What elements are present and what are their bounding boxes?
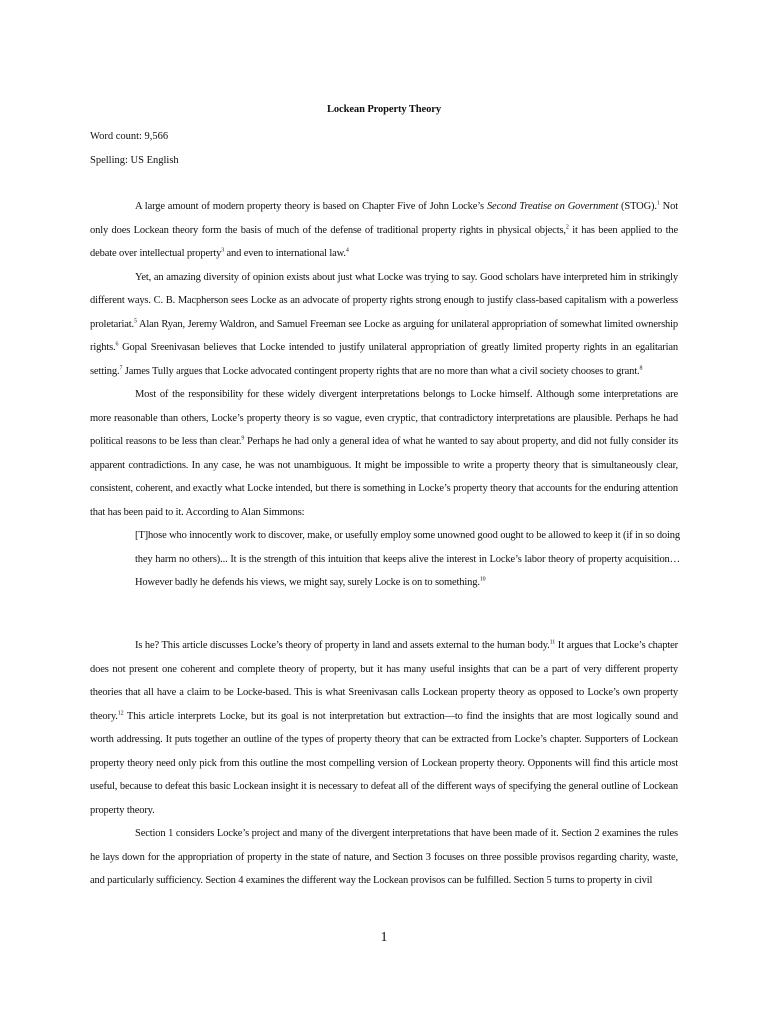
document-title: Lockean Property Theory bbox=[327, 104, 441, 115]
paragraph-2: Yet, an amazing diversity of opinion exists about just what Locke was trying to say. Good scholars have interpreted him in strikingly different ways. C. B. Macpherson sees Locke as an advocate of property rights strong enough to justify class-based capitalism with a powerless proletariat.$^5$ Alan Ryan, Jeremy Waldron, and Samuel Freeman see Locke as arguing for unilateral appropriation of somewhat limited ownership rights.$^6$ Gopal Sreenivasan believes that Locke intended to justify unilateral appropriation of greatly limited property rights in an egalitarian setting.$^7$ James Tully argues that Locke advocated contingent property rights that are no more than what a civil society chooses to grant.$^8$ bbox=[90, 271, 678, 377]
book-title: Second Treatise on Government bbox=[486, 201, 619, 212]
paragraph-1: A large amount of modern property theory is based on Chapter Five of John Locke’s Second Treatise on Government (STOG).$^1$ Not only does Lockean theory form the basis of much of the defense of traditional property rights in physical objects,$^2$ it has been applied to the debate over intellectual property$^3$ and even to international law.$^4$ bbox=[90, 200, 678, 259]
page-number: 1 bbox=[380, 930, 388, 945]
footnote-ref[interactable]: 10 bbox=[479, 576, 486, 583]
paragraph-3: Most of the responsibility for these widely divergent interpretations belongs to Locke himself. Although some interpretations are more reasonable than others, Locke’s property theory is so vague, even cryptic, that contradictory interpretations are plausible. Perhaps he had political reasons to be less than clear.$^9$ Perhaps he had only a general idea of what he wanted to say about property, and did not fully consider its apparent contradictions. In any case, he was not unambiguous. It might be impossible to write a property theory that is simultaneously clear, consistent, coherent, and exactly what Locke intended, but there is something in Locke’s property theory that accounts for the enduring attention that has been paid to it. According to Alan Simmons: bbox=[90, 389, 678, 518]
footnote-ref[interactable]: 5 bbox=[133, 318, 137, 324]
footnote-ref[interactable]: 1 bbox=[656, 200, 660, 207]
quote-text: [T]hose who innocently work to discover, make, or usefully employ some unowned good ought to be allowed to keep it (if in so doing they harm no others)... It is the strength of this intuition that keeps alive the interest in Locke’s labor theory of property acquisition… However badly he defends his views, we might say, surely Locke is on to something.$^{10}$ bbox=[135, 530, 680, 588]
footnote-ref[interactable]: 8 bbox=[639, 365, 643, 371]
footnote-ref[interactable]: 4 bbox=[345, 247, 349, 254]
footnote-ref[interactable]: 6 bbox=[115, 341, 119, 348]
word-count: Word count: 9,566 bbox=[90, 131, 169, 142]
footnote-ref[interactable]: 2 bbox=[565, 224, 569, 230]
body-block-1 bbox=[90, 195, 678, 524]
spelling-note: Spelling: US English bbox=[90, 155, 179, 166]
footnote-ref[interactable]: 9 bbox=[241, 435, 245, 442]
footnote-ref[interactable]: 3 bbox=[221, 247, 225, 254]
footnote-ref[interactable]: 7 bbox=[119, 365, 123, 371]
footnote-ref[interactable]: 12 bbox=[117, 710, 124, 716]
paragraph-4: Is he? This article discusses Locke’s theory of property in land and assets external to the human body.$^{11}$ It argues that Locke’s chapter does not present one coherent and complete theory of property, but it has many useful insights that can be a part of very different property theories that all have a claim to be Locke-based. This is what Sreenivasan calls Lockean property theory as opposed to Locke’s own property theory.$^{12}$ This article interprets Locke, but its goal is not interpretation but extraction—to find the insights that are most logically sound and worth addressing. It puts together an outline of the types of property theory that can be extracted from Locke’s chapter. Supporters of Lockean property theory need only pick from this outline the most compelling version of Lockean property theory. Opponents will find this article most useful, because to defeat this basic Lockean insight it is necessary to defeat all of the different ways of specifying the general outline of Lockean property theory. bbox=[90, 639, 679, 816]
body-block-2 bbox=[90, 634, 678, 893]
footnote-ref[interactable]: 11 bbox=[549, 639, 556, 646]
paragraph-5: Section 1 considers Locke’s project and many of the divergent interpretations that have been made of it. Section 2 examines the rules he lays down for the appropriation of property in the state of nature, and Section 3 focuses on three possible provisos regarding charity, waste, and particularly sufficiency. Section 4 examines the different way the Lockean provisos can be fulfilled. Section 5 turns to property in civil bbox=[90, 828, 678, 886]
block-quote bbox=[135, 524, 680, 595]
